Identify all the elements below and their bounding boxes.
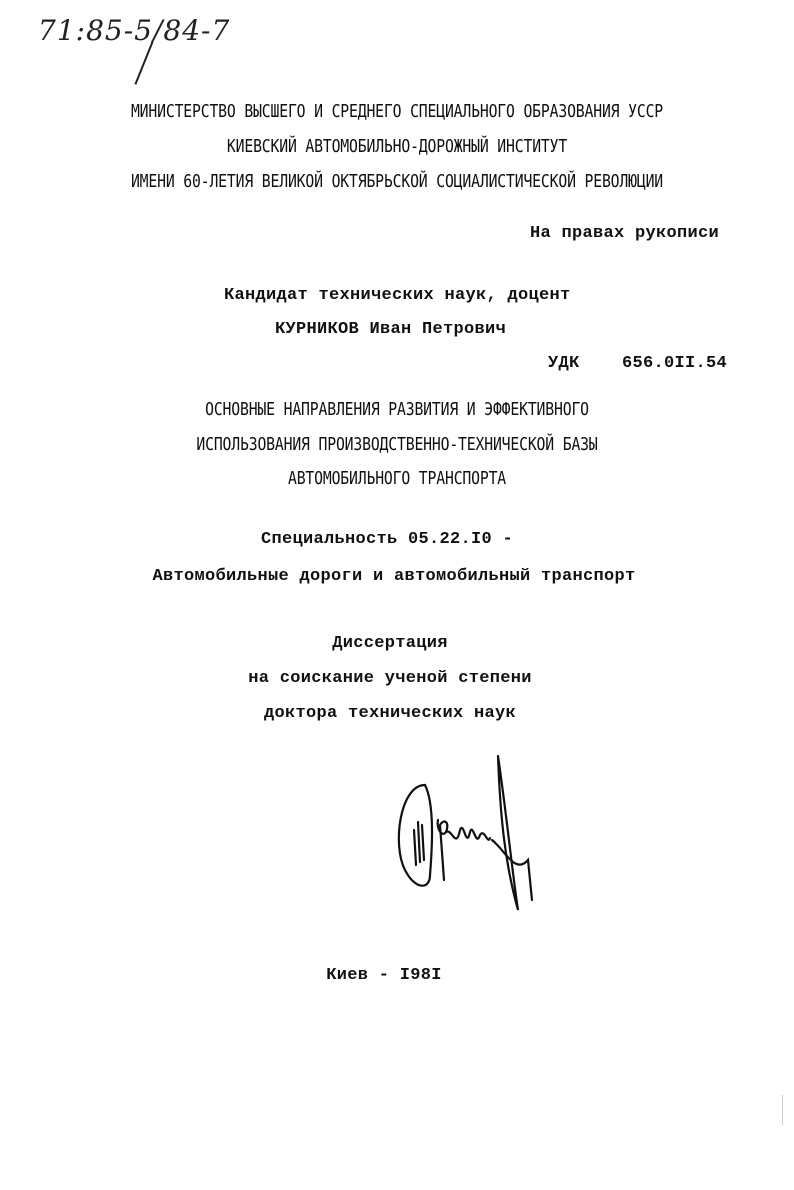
- archive-mark: 71:85-5/84-7: [38, 14, 231, 47]
- signature-icon: [380, 750, 560, 930]
- specialty-name: Автомобильные дороги и автомобильный транспорт: [152, 567, 636, 586]
- title-line-1: ОСНОВНЫЕ НАПРАВЛЕНИЯ РАЗВИТИЯ И ЭФФЕКТИВНОГО: [205, 399, 589, 420]
- archive-mark-slash: [134, 41, 153, 84]
- institute-header: КИЕВСКИЙ АВТОМОБИЛЬНО-ДОРОЖНЫЙ ИНСТИТУТ: [226, 136, 568, 157]
- scan-edge-mark: [782, 1095, 783, 1125]
- dissertation-purpose: на соискание ученой степени: [248, 669, 532, 688]
- udc-label: УДК: [548, 354, 580, 373]
- title-line-2: ИСПОЛЬЗОВАНИЯ ПРОИЗВОДСТВЕННО-ТЕХНИЧЕСКОЙ БАЗЫ: [196, 434, 598, 455]
- author-name: КУРНИКОВ Иван Петрович: [275, 320, 507, 339]
- title-line-3: АВТОМОБИЛЬНОГО ТРАНСПОРТА: [287, 468, 507, 489]
- udc-value: 656.0II.54: [622, 354, 728, 373]
- institute-dedication: ИМЕНИ 60-ЛЕТИЯ ВЕЛИКОЙ ОКТЯБРЬСКОЙ СОЦИАЛИСТИЧЕСКОЙ РЕВОЛЮЦИИ: [130, 171, 664, 192]
- dissertation-label: Диссертация: [332, 634, 448, 653]
- manuscript-rights: На правах рукописи: [530, 224, 720, 243]
- ministry-header: МИНИСТЕРСТВО ВЫСШЕГО И СРЕДНЕГО СПЕЦИАЛЬНОГО ОБРАЗОВАНИЯ УССР: [130, 101, 664, 122]
- author-degree: Кандидат технических наук, доцент: [224, 286, 571, 305]
- dissertation-degree: доктора технических наук: [263, 704, 517, 723]
- specialty-code: Специальность 05.22.I0 -: [260, 530, 514, 549]
- place-year: Киев - I98I: [326, 966, 442, 985]
